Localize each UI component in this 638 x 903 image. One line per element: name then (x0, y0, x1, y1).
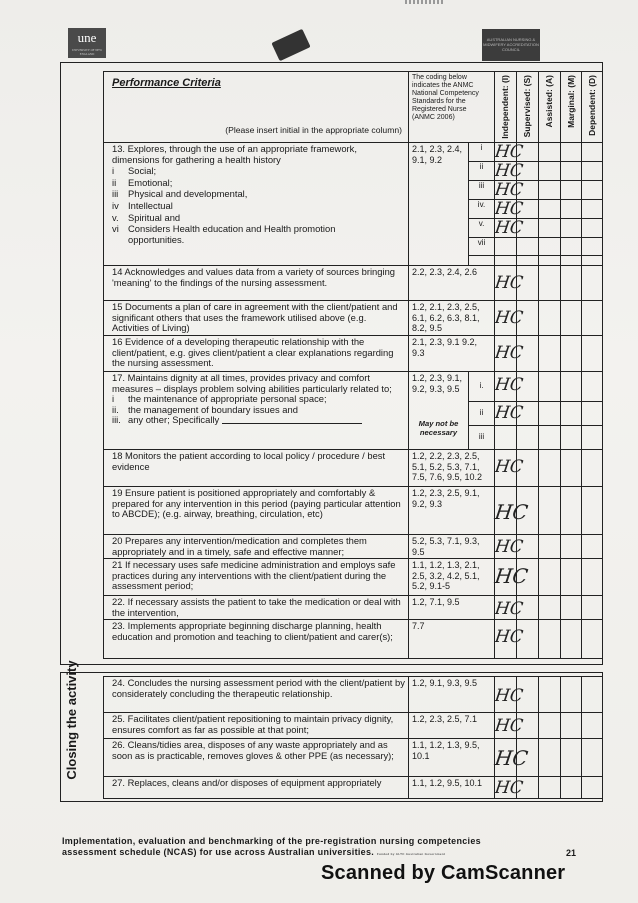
empty-cell (582, 402, 603, 426)
empty-cell (561, 266, 582, 301)
empty-cell (582, 777, 603, 799)
criterion-row-15 (104, 301, 603, 336)
criterion-23-codes: 7.7 (409, 620, 495, 659)
criterion-14-text: 14 Acknowledges and values data from a variety of sources bringing 'meaning' to the findings of the nursing assessment. (104, 266, 409, 301)
closing-row-26 (104, 739, 603, 777)
sub-marker: iii (469, 426, 495, 450)
une-logo: une UNIVERSITY OF NEW ENGLAND (68, 28, 106, 58)
empty-cell (517, 256, 539, 266)
empty-cell (539, 301, 561, 336)
page-number: 21 (566, 848, 577, 858)
criterion-27-text: 27. Replaces, cleans and/or disposes of equipment appropriately (104, 777, 409, 799)
empty-cell (582, 143, 603, 162)
criteria-title: Performance Criteria (112, 77, 221, 89)
closing-row-25 (104, 713, 603, 739)
initial-cell: HC (495, 739, 517, 777)
page-footer (62, 836, 582, 860)
criterion-25-codes: 1.2, 2.3, 2.5, 7.1 (409, 713, 495, 739)
criterion-25-text: 25. Facilitates client/patient repositioning to maintain privacy dignity, ensures comfort as far as possible at that point; (104, 713, 409, 739)
empty-cell (539, 266, 561, 301)
empty-cell (469, 256, 495, 266)
col-independent: Independent: (I) (495, 72, 517, 143)
footer-funding: Funded by ALTC Australian Government (376, 852, 446, 856)
empty-cell (561, 219, 582, 238)
footer-line-2: assessment schedule (NCAS) for use across Australian universities. (62, 847, 375, 857)
empty-cell (582, 426, 603, 450)
footer-line-1: Implementation, evaluation and benchmarking of the pre-registration nursing competencies (62, 836, 481, 846)
may-not-be-necessary: May not be necessary (418, 419, 459, 437)
criterion-21-codes: 1.1, 1.2, 1.3, 2.1, 2.5, 3.2, 4.2, 5.1, 5.2, 9.1-5 (409, 559, 495, 596)
empty-cell (582, 256, 603, 266)
empty-cell (561, 143, 582, 162)
empty-cell (582, 301, 603, 336)
scan-edge-mark (405, 0, 445, 4)
empty-cell (561, 777, 582, 799)
initial-cell: HC (495, 677, 517, 713)
empty-cell (539, 677, 561, 713)
empty-cell (539, 256, 561, 266)
empty-cell (561, 301, 582, 336)
criterion-row-19 (104, 487, 603, 535)
initial-cell: HC (495, 266, 517, 301)
closing-row-27 (104, 777, 603, 799)
initial-cell: HC (493, 142, 525, 162)
empty-cell (582, 739, 603, 777)
criterion-22-codes: 1.2, 7.1, 9.5 (409, 596, 495, 620)
initial-cell: HC (495, 487, 517, 535)
sub-marker: v. (469, 219, 495, 238)
initial-instruction: (Please insert initial in the appropriate column) (225, 124, 402, 135)
criterion-24-codes: 1.2, 9.1, 9.3, 9.5 (409, 677, 495, 713)
initial-cell: HC (495, 620, 517, 659)
initial-cell: HC (495, 402, 517, 426)
empty-cell (561, 535, 582, 559)
initial-cell: HC (493, 161, 525, 181)
empty-cell (517, 238, 539, 256)
criterion-row-20 (104, 535, 603, 559)
empty-cell (561, 372, 582, 402)
empty-cell (582, 487, 603, 535)
col-dependent: Dependent: (D) (582, 72, 603, 143)
empty-cell (582, 559, 603, 596)
criteria-table (103, 71, 603, 659)
criterion-20-codes: 5.2, 5.3, 7.1, 9.3, 9.5 (409, 535, 495, 559)
sub-marker: iv. (469, 200, 495, 219)
empty-cell (582, 336, 603, 372)
initial-cell: HC (493, 218, 525, 238)
col-marginal: Marginal: (M) (561, 72, 582, 143)
empty-cell (539, 450, 561, 487)
empty-cell (582, 200, 603, 219)
sub-marker: i (469, 143, 495, 162)
empty-cell (539, 620, 561, 659)
empty-cell (582, 238, 603, 256)
closing-row-24 (104, 677, 603, 713)
criterion-row-23 (104, 620, 603, 659)
empty-cell (561, 559, 582, 596)
empty-cell (561, 256, 582, 266)
empty-cell (582, 677, 603, 713)
initial-cell: HC (495, 450, 517, 487)
criterion-17-codes: 1.2, 2.3, 9.1, 9.2, 9.3, 9.5 May not be necessary (409, 372, 469, 450)
empty-cell (582, 596, 603, 620)
col-assisted: Assisted: (A) (539, 72, 561, 143)
criterion-13-codes: 2.1, 2.3, 2.4, 9.1, 9.2 (409, 143, 469, 266)
coding-header: The coding below indicates the ANMC National Competency Standards for the Registered Nurse (ANMC 2006) (409, 72, 495, 143)
sub-marker: iii (469, 181, 495, 200)
empty-cell (561, 238, 582, 256)
initial-cell: HC (495, 713, 517, 739)
criterion-19-text: 19 Ensure patient is positioned appropriately and comfortably & prepared for any intervention in this period (paying particular attention to ABCDE); (e.g. airway, breathing, circulation, etc) (104, 487, 409, 535)
empty-cell (539, 559, 561, 596)
criterion-24-text: 24. Concludes the nursing assessment period with the client/patient by considerately concluding the therapeutic relationship. (104, 677, 409, 713)
empty-cell (561, 677, 582, 713)
sub-marker: ii (469, 402, 495, 426)
empty-cell (561, 402, 582, 426)
empty-cell (539, 596, 561, 620)
empty-cell (582, 535, 603, 559)
empty-cell (539, 200, 561, 219)
empty-cell (582, 219, 603, 238)
criterion-15-text: 15 Documents a plan of care in agreement with the client/patient and significant others that uses the framework utilised above (e.g. Activities of Living) (104, 301, 409, 336)
criterion-19-codes: 1.2, 2.3, 2.5, 9.1, 9.2, 9.3 (409, 487, 495, 535)
empty-cell (495, 256, 517, 266)
empty-cell (539, 143, 561, 162)
closing-activity-label: Closing the activity (64, 660, 79, 780)
empty-cell (582, 162, 603, 181)
empty-cell (582, 620, 603, 659)
criterion-14-codes: 2.2, 2.3, 2.4, 2.6 (409, 266, 495, 301)
empty-cell (582, 372, 603, 402)
empty-cell (582, 713, 603, 739)
empty-cell (539, 487, 561, 535)
empty-cell (539, 402, 561, 426)
criterion-17-text: 17. Maintains dignity at all times, provides privacy and comfort measures – displays problem solving abilities particularly related to; i the maintenance of appropriate personal space; ii. the management of boundary issues and iii. any other; Specifically (104, 372, 409, 450)
criterion-15-codes: 1.2, 2.1, 2.3, 2.5, 6.1, 6.2, 6.3, 8.1, 8.2, 9.5 (409, 301, 495, 336)
empty-cell (561, 596, 582, 620)
sub-marker: vii (469, 238, 495, 256)
initial-cell: HC (495, 301, 517, 336)
initial-cell: HC (495, 596, 517, 620)
criterion-row-21 (104, 559, 603, 596)
sub-marker: i. (469, 372, 495, 402)
empty-cell (539, 777, 561, 799)
criterion-26-codes: 1.1, 1.2, 1.3, 9.5, 10.1 (409, 739, 495, 777)
criterion-16-text: 16 Evidence of a developing therapeutic relationship with the client/patient, e.g. gives client/patient a clear explanations regarding the nursing assessment. (104, 336, 409, 372)
empty-cell (582, 450, 603, 487)
empty-cell (561, 200, 582, 219)
empty-cell (561, 739, 582, 777)
empty-cell (539, 535, 561, 559)
criterion-row-22 (104, 596, 603, 620)
initial-cell: HC (495, 336, 517, 372)
criterion-18-text: 18 Monitors the patient according to local policy / procedure / best evidence (104, 450, 409, 487)
empty-cell (539, 739, 561, 777)
anmac-logo: AUSTRALIAN NURSING & MIDWIFERY ACCREDITATION COUNCIL (482, 29, 540, 61)
empty-cell (582, 266, 603, 301)
empty-cell (539, 238, 561, 256)
empty-cell (539, 713, 561, 739)
criterion-20-text: 20 Prepares any intervention/medication and completes them appropriately and in a timely, safe and effective manner; (104, 535, 409, 559)
col-supervised: Supervised: (S) (517, 72, 539, 143)
empty-cell (517, 426, 539, 450)
empty-cell (561, 336, 582, 372)
empty-cell (561, 181, 582, 200)
initial-cell: HC (493, 199, 525, 219)
closing-table (103, 676, 603, 799)
criterion-23-text: 23. Implements appropriate beginning discharge planning, health education and promotion and teaching to client/patient and carer(s); (104, 620, 409, 659)
criterion-13-text: 13. Explores, through the use of an appropriate framework, dimensions for gathering a health history i Social; ii Emotional; iii Physical and developmental, iv Intellectual v. Spiritual and vi Considers Health education and Health promotion opportunities. (104, 143, 409, 266)
header-row (104, 72, 603, 143)
empty-cell (561, 450, 582, 487)
empty-cell (539, 336, 561, 372)
empty-cell (561, 713, 582, 739)
criterion-27-codes: 1.1, 1.2, 9.5, 10.1 (409, 777, 495, 799)
empty-cell (495, 238, 517, 256)
initial-cell: HC (495, 559, 517, 596)
empty-cell (539, 219, 561, 238)
initial-cell: HC (495, 535, 517, 559)
criterion-row-16 (104, 336, 603, 372)
empty-cell (495, 426, 517, 450)
initial-cell: HC (493, 778, 525, 798)
criterion-21-text: 21 If necessary uses safe medicine administration and employs safe practices during any interventions with the client/patient during the assessment period; (104, 559, 409, 596)
criterion-row-18 (104, 450, 603, 487)
criteria-header (104, 72, 409, 143)
criterion-16-codes: 2.1, 2.3, 9.1 9.2, 9.3 (409, 336, 495, 372)
empty-cell (561, 487, 582, 535)
empty-cell (539, 426, 561, 450)
criterion-26-text: 26. Cleans/tidies area, disposes of any waste appropriately and as soon as is practicable, removes gloves & other PPE (as necessary); (104, 739, 409, 777)
criterion-row-17 (104, 372, 603, 402)
empty-cell (539, 162, 561, 181)
empty-cell (561, 426, 582, 450)
empty-cell (561, 162, 582, 181)
initial-cell: HC (495, 372, 517, 402)
criterion-22-text: 22. If necessary assists the patient to take the medication or deal with the intervention, (104, 596, 409, 620)
empty-cell (582, 181, 603, 200)
initial-cell: HC (493, 180, 525, 200)
empty-cell (539, 372, 561, 402)
empty-cell (561, 620, 582, 659)
sub-marker: ii (469, 162, 495, 181)
specify-line[interactable] (222, 415, 362, 424)
camscanner-watermark: Scanned by CamScanner (321, 862, 566, 884)
criterion-row-13 (104, 143, 603, 162)
criterion-18-codes: 1.2, 2.2, 2.3, 2.5, 5.1, 5.2, 5.3, 7.1, 7.5, 7.6, 9.5, 10.2 (409, 450, 495, 487)
empty-cell (539, 181, 561, 200)
criterion-row-14 (104, 266, 603, 301)
